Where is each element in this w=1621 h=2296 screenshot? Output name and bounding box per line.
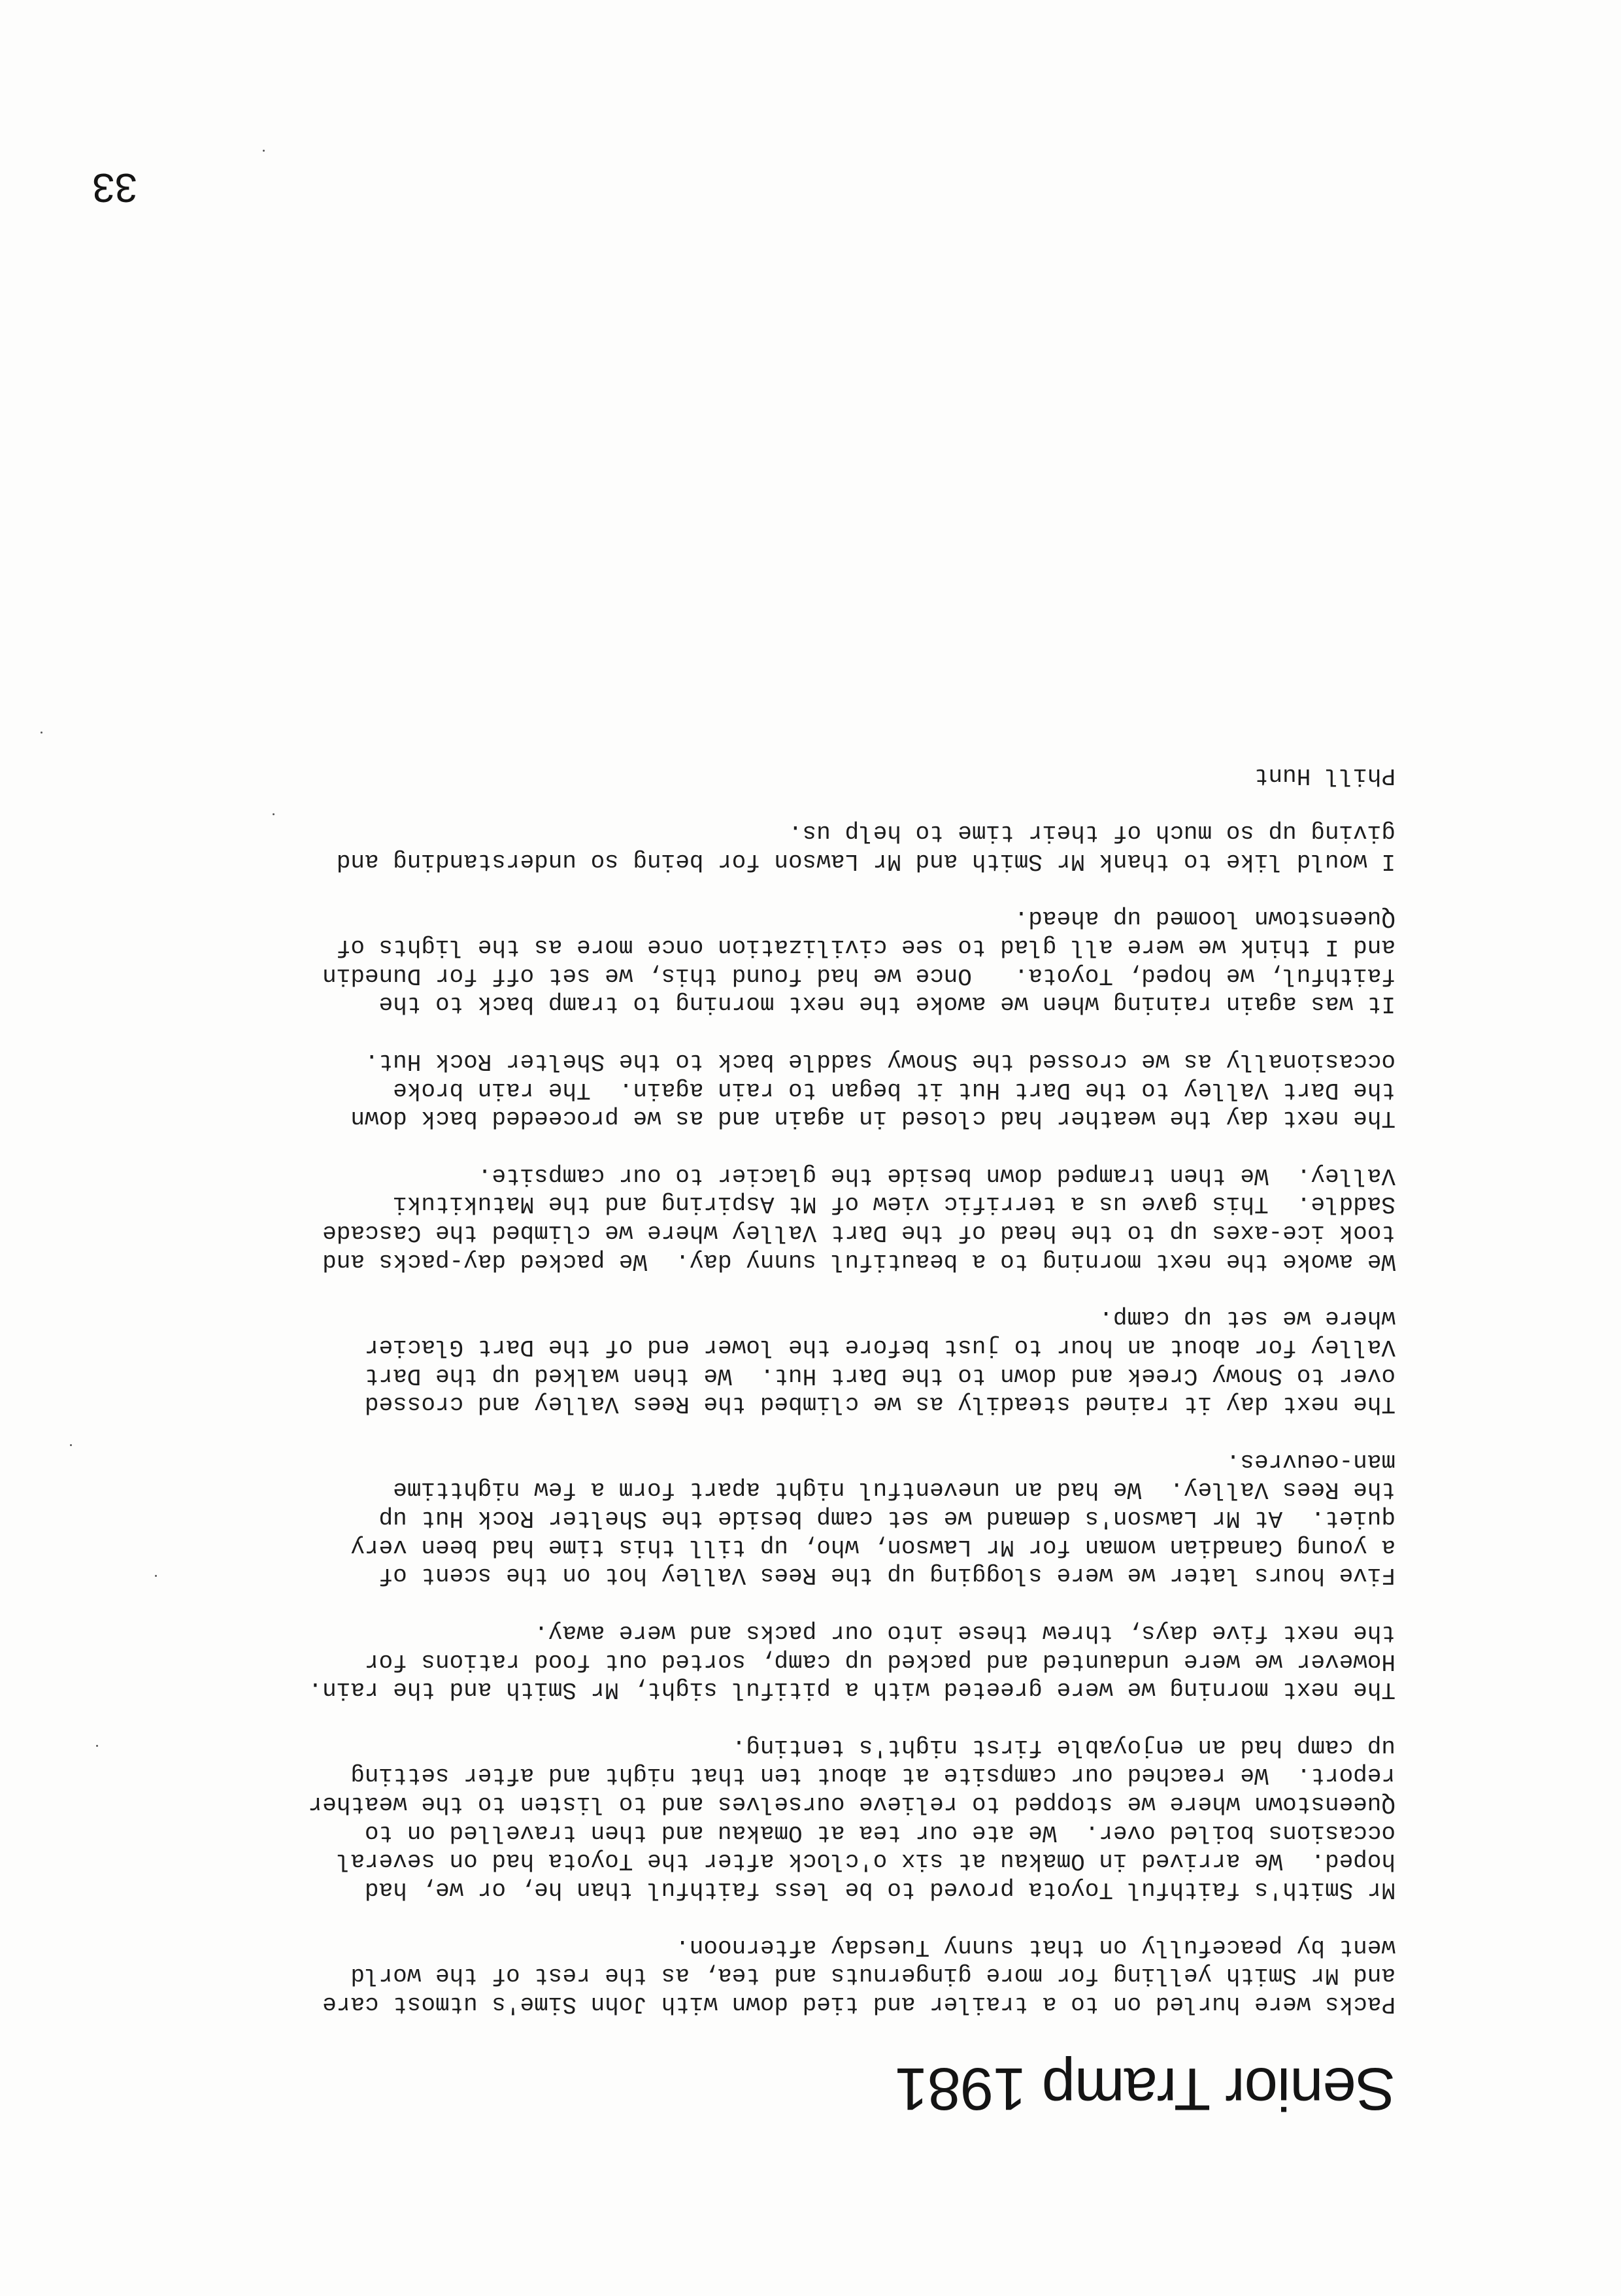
page-number: 33 bbox=[92, 165, 137, 210]
paragraph-7: The next day the weather had closed in again and as we proceeded back down the Dart Valley to the Dart Hut it began to rain again. The rain broke occasionally as we crossed the Snowy saddle back to the Shelter Rock Hut. bbox=[350, 1047, 1395, 1132]
article-body bbox=[180, 761, 1395, 2018]
paragraph-8: It was again raining when we awoke the next morning to tramp back to the faithful, we hoped, Toyota. Once we had found this, we set off for Dunedin and I think we were all glad to see civilization once more as the lights of Queenstown loomed up ahead. bbox=[322, 905, 1395, 1018]
scan-speck bbox=[273, 813, 275, 815]
paragraph-1: Packs were hurled on to a trailer and tied down with John Sime's utmost care and Mr Smith yelling for more gingernuts and tea, as the rest of the world went by peacefully on that sunny Tuesday afternoon. bbox=[322, 1933, 1395, 2017]
scan-speck bbox=[70, 1444, 72, 1446]
scan-speck bbox=[96, 1745, 98, 1747]
paragraph-5: The next day it rained steadily as we climbed the Rees Valley and crossed over to Snowy Creek and down to the Dart Hut. We then walked up the Dart Valley for about an hour to just before the lower end of the Dart Glacier where we set up camp. bbox=[364, 1305, 1395, 1418]
scan-speck bbox=[155, 1575, 157, 1577]
paragraph-4: Five hours later we were slogging up the Rees Valley hot on the scent of a young Canadian woman for Mr Lawson, who, up till this time had been very quiet. At Mr Lawson's demand we set camp beside the Shelter Rock Hut up the Rees Valley. We had an uneventful night apart form a few nighttime man-oeuvres. bbox=[350, 1447, 1395, 1589]
scan-speck bbox=[41, 732, 42, 734]
paragraph-2: Mr Smith's faithful Toyota proved to be less faithful than he, or we, had hoped. We arrived in Omakau at six o'clock after the Toyota had on several occasions boiled over. We ate our tea at Omakau and then travelled on to Queenstown where we stopped to relieve ourselves and to listen to the weather report. We reached our campsite at about ten that night and after setting up camp had an enjoyable first night's tenting. bbox=[308, 1733, 1395, 1904]
page-title: Senior Tramp 1981 bbox=[895, 2055, 1395, 2122]
paragraph-6: We awoke the next morning to a beautiful sunny day. We packed day-packs and took ice-axes up to the head of the Dart Valley where we climbed the Cascade Saddle. This gave us a terrific view of Mt Aspiring and the Matukituki Valley. We then tramped down beside the glacier to our campsite. bbox=[322, 1162, 1395, 1275]
author-signature: Phill Hunt bbox=[1254, 762, 1395, 789]
scan-speck bbox=[263, 150, 265, 152]
paragraph-9: I would like to thank Mr Smith and Mr Lawson for being so understanding and giving up so much of their time to help us. bbox=[336, 819, 1395, 875]
paragraph-3: The next morning we were greeted with a pitiful sight, Mr Smith and the rain. However we were undaunted and packed up camp, sorted out food rations for the next five days, threw these into our packs and were away. bbox=[308, 1619, 1395, 1704]
